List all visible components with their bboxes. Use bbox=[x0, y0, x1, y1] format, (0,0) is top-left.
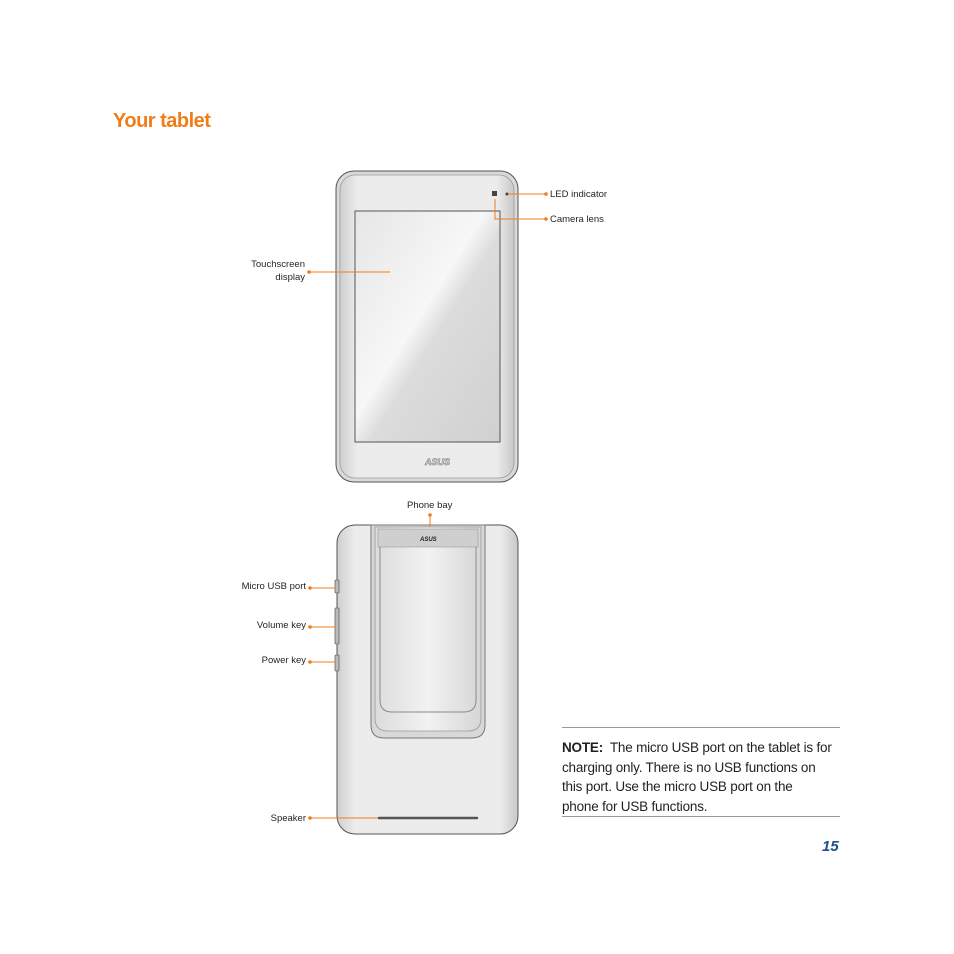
note-box bbox=[562, 727, 840, 817]
speaker-label: Speaker bbox=[270, 813, 306, 824]
note-body: The micro USB port on the tablet is for charging only. There is no USB functions on this port. Use the micro USB port on the phone for USB functions. bbox=[562, 740, 832, 814]
power-key-icon bbox=[335, 655, 339, 671]
page-number: 15 bbox=[822, 838, 839, 855]
micro-usb-port-icon bbox=[335, 580, 339, 593]
touchscreen-label-line1: Touchscreen bbox=[251, 259, 305, 270]
camera-lens-label: Camera lens bbox=[550, 214, 604, 225]
touchscreen-label bbox=[235, 258, 305, 284]
asus-logo-back: ASUS bbox=[420, 537, 437, 543]
page-title: Your tablet bbox=[113, 110, 211, 132]
asus-logo-front: ASUS bbox=[425, 457, 451, 467]
tablet-front bbox=[336, 171, 518, 482]
power-key-label: Power key bbox=[261, 655, 306, 666]
phone-bay-label: Phone bay bbox=[407, 500, 453, 511]
tablet-back bbox=[335, 525, 518, 834]
volume-key-label: Volume key bbox=[256, 620, 306, 631]
camera-lens-icon bbox=[492, 191, 497, 196]
note-text bbox=[562, 738, 832, 816]
touchscreen-label-line2: display bbox=[275, 272, 305, 283]
note-label: NOTE: bbox=[562, 740, 603, 755]
micro-usb-port-label: Micro USB port bbox=[241, 581, 306, 592]
led-indicator-label: LED indicator bbox=[550, 189, 608, 200]
volume-key-icon bbox=[335, 608, 339, 644]
